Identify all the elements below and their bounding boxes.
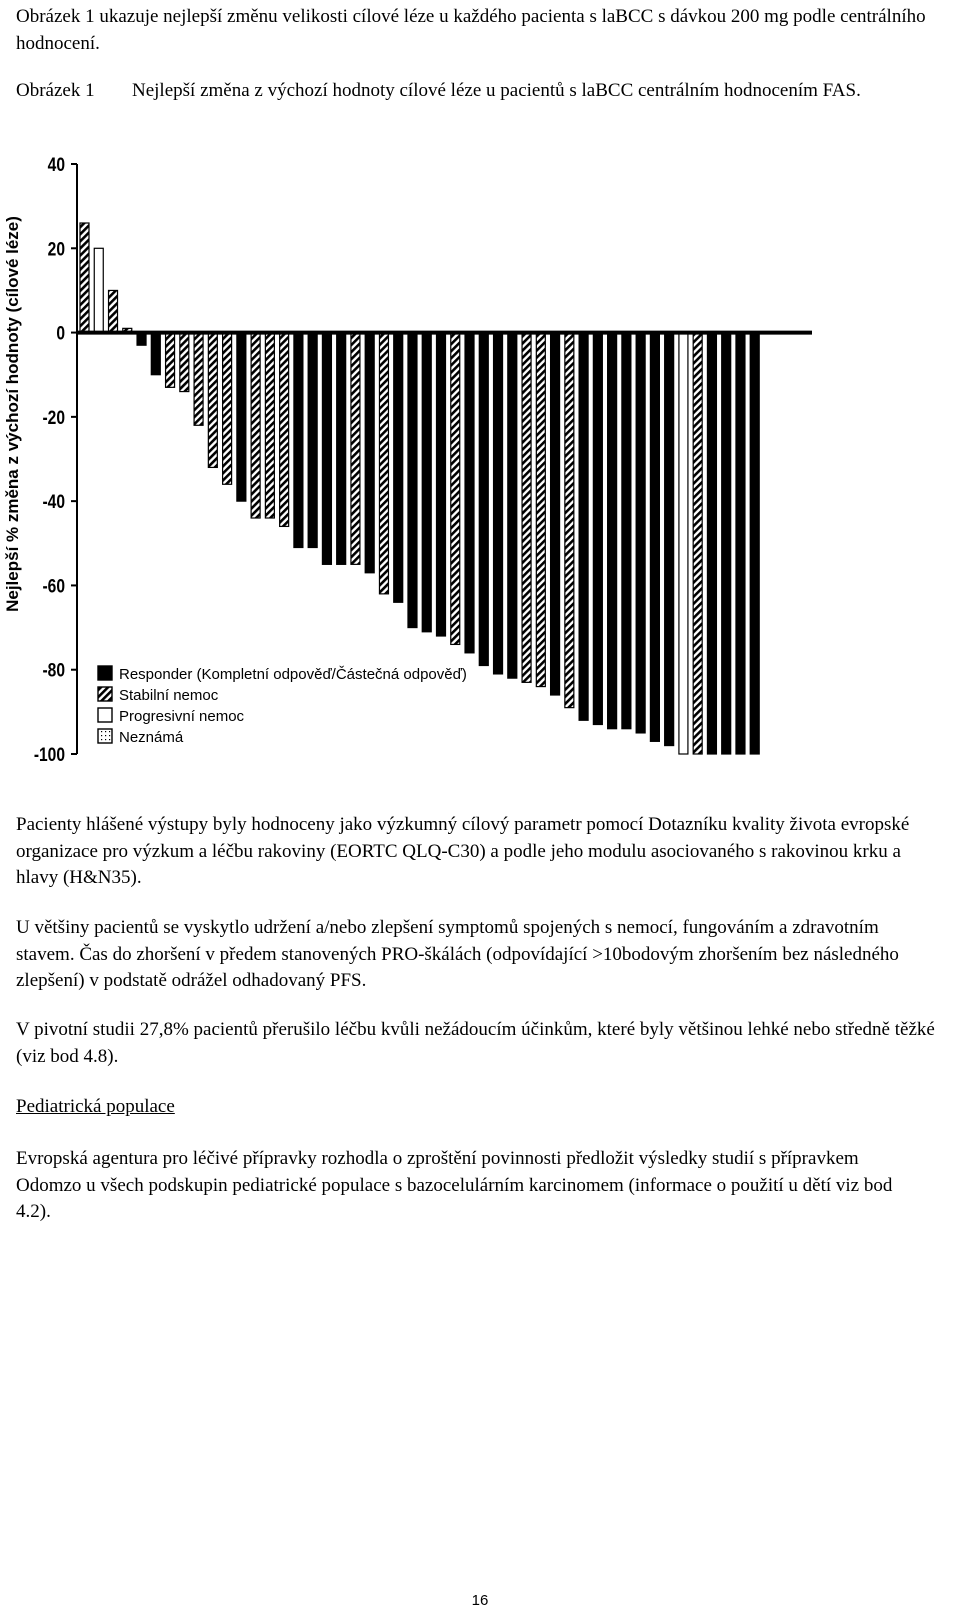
legend-label-progressive: Progresivní nemoc — [119, 708, 245, 725]
bar-patient-23 — [394, 333, 403, 603]
bar-patient-45 — [707, 333, 716, 754]
bar-patient-11 — [223, 333, 232, 485]
y-tick-label: -40 — [42, 490, 65, 513]
y-tick-label: -20 — [42, 406, 65, 429]
bar-patient-1 — [80, 223, 89, 333]
bar-patient-21 — [365, 333, 374, 573]
bar-patient-9 — [194, 333, 203, 426]
bar-patient-32 — [522, 333, 531, 683]
bar-patient-6 — [151, 333, 160, 375]
bar-patient-24 — [408, 333, 417, 628]
bar-patient-2 — [94, 248, 103, 332]
bar-patient-17 — [308, 333, 317, 548]
bar-patient-46 — [722, 333, 731, 754]
legend-swatch-responder — [98, 666, 112, 680]
figure-number: Obrázek 1 — [16, 80, 95, 101]
y-axis-label: Nejlepší % změna z výchozí hodnoty (cílové léze) — [3, 216, 22, 612]
page-number: 16 — [471, 1592, 489, 1609]
bar-patient-15 — [280, 333, 289, 527]
bar-patient-28 — [465, 333, 474, 653]
bar-patient-48 — [750, 333, 759, 754]
bar-patient-40 — [636, 333, 645, 733]
legend-swatch-progressive — [98, 708, 112, 722]
bar-patient-30 — [494, 333, 503, 674]
paragraph-symptoms: U většiny pacientů se vyskytlo udržení a/nebo zlepšení symptomů spojených s nemocí, fungováním a zdravotním stavem. Čas do zhoršení v předem stanovených PRO-škálách (odpovídající >10bodovým zhoršením bez následného zlepšení) v podstatě odrážel odhadovaný PFS. — [16, 917, 899, 991]
bar-patient-34 — [551, 333, 560, 695]
legend-label-responder: Responder (Kompletní odpověď/Částečná odpověď) — [119, 666, 467, 683]
bar-patient-47 — [736, 333, 745, 754]
section-heading-pediatric: Pediatrická populace — [16, 1096, 175, 1117]
legend-swatch-stable — [98, 687, 112, 701]
bar-patient-29 — [479, 333, 488, 666]
intro-paragraph: Obrázek 1 ukazuje nejlepší změnu velikosti cílové léze u každého pacienta s laBCC s dávkou 200 mg podle centrálního hodnocení. — [16, 6, 926, 54]
bar-patient-42 — [665, 333, 674, 746]
bar-patient-39 — [622, 333, 631, 729]
bar-patient-38 — [608, 333, 617, 729]
bar-patient-35 — [565, 333, 574, 708]
figure-caption-text: Nejlepší změna z výchozí hodnoty cílové léze u pacientů s laBCC centrálním hodnocením FAS. — [132, 80, 861, 101]
waterfall-chart — [0, 150, 960, 800]
bar-patient-37 — [593, 333, 602, 725]
bar-patient-3 — [109, 290, 118, 332]
y-tick-label: -60 — [42, 574, 65, 597]
bar-patient-8 — [180, 333, 189, 392]
y-tick-label: 0 — [56, 322, 65, 344]
bar-patient-22 — [379, 333, 388, 594]
bar-patient-10 — [208, 333, 217, 468]
y-tick-label: 40 — [47, 153, 65, 176]
bar-patient-20 — [351, 333, 360, 565]
bar-patient-31 — [508, 333, 517, 679]
bar-patient-12 — [237, 333, 246, 502]
y-tick-label: 20 — [47, 237, 65, 260]
y-tick-label: -100 — [33, 743, 65, 766]
y-tick-label: -80 — [42, 659, 65, 682]
bar-patient-7 — [166, 333, 175, 388]
paragraph-pediatric: Evropská agentura pro léčivé přípravky rozhodla o zproštění povinnosti předložit výsledky studií s přípravkem Odomzo u všech podskupin pediatrické populace s bazocelulárním karcinomem (informace o použití u dětí viz bod 4.2). — [16, 1148, 893, 1222]
paragraph-pro: Pacienty hlášené výstupy byly hodnoceny jako výzkumný cílový parametr pomocí Dotazníku kvality života evropské organizace pro výzkum a léčbu rakoviny (EORTC QLQ-C30) a podle jeho modulu asociovaného s rakovinou krku a hlavy (H&N35). — [16, 814, 910, 888]
bar-patient-27 — [451, 333, 460, 645]
bar-patient-14 — [265, 333, 274, 518]
bar-patient-43 — [679, 333, 688, 754]
bar-patient-44 — [693, 333, 702, 754]
bar-patient-41 — [650, 333, 659, 742]
bar-patient-25 — [422, 333, 431, 632]
legend-label-unknown: Neznámá — [119, 729, 184, 746]
bar-patient-13 — [251, 333, 260, 518]
bar-patient-18 — [322, 333, 331, 565]
bar-patient-19 — [337, 333, 346, 565]
legend-swatch-unknown — [98, 729, 112, 743]
legend-label-stable: Stabilní nemoc — [119, 687, 219, 704]
paragraph-discontinuation: V pivotní studii 27,8% pacientů přerušilo léčbu kvůli nežádoucím účinkům, které byly většinou lehké nebo středně těžké (viz bod 4.8). — [16, 1019, 935, 1067]
bar-patient-33 — [536, 333, 545, 687]
bar-patient-36 — [579, 333, 588, 721]
bar-patient-26 — [437, 333, 446, 636]
bar-patient-16 — [294, 333, 303, 548]
